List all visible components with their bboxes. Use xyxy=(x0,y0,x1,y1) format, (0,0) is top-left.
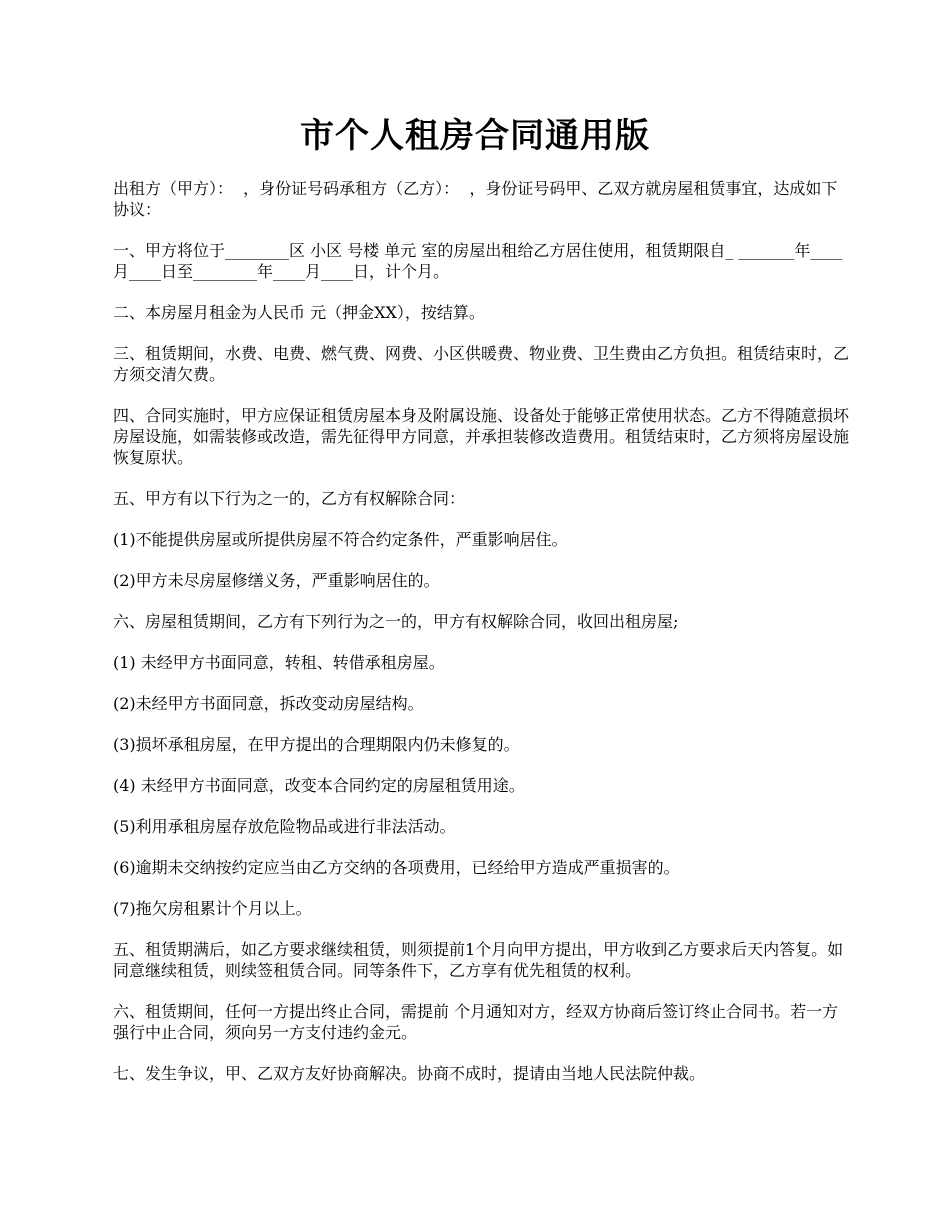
paragraph-clause-1: 一、甲方将位于________区 小区 号楼 单元 室的房屋出租给乙方居住使用，租赁期限自_ _______年____月____日至________年____月____日，计个月。 xyxy=(113,241,843,281)
paragraph-clause-dispute: 七、发生争议，甲、乙双方友好协商解决。协商不成时，提请由当地人民法院仲裁。 xyxy=(113,1064,706,1083)
paragraph-clause-6: 六、房屋租赁期间，乙方有下列行为之一的，甲方有权解除合同，收回出租房屋; xyxy=(113,612,679,631)
paragraph-clause-termination: 六、租赁期间，任何一方提出终止合同，需提前 个月通知对方，经双方协商后签订终止合同书。若一方强行中止合同，须向另一方支付违约金元。 xyxy=(113,1002,839,1042)
paragraph-clause-3: 三、租赁期间，水费、电费、燃气费、网费、小区供暖费、物业费、卫生费由乙方负担。租赁结束时，乙方须交清欠费。 xyxy=(113,344,850,384)
list-item: (2)甲方未尽房屋修缮义务，严重影响居住的。 xyxy=(113,571,440,590)
list-item: (7)拖欠房租累计个月以上。 xyxy=(113,899,312,918)
list-item: (1)不能提供房屋或所提供房屋不符合约定条件，严重影响居住。 xyxy=(113,530,568,549)
list-item: (3)损坏承租房屋，在甲方提出的合理期限内仍未修复的。 xyxy=(113,735,520,754)
paragraph-clause-renewal: 五、租赁期满后，如乙方要求继续租赁，则须提前1个月向甲方提出，甲方收到乙方要求后天内答复。如同意继续租赁，则续签租赁合同。同等条件下，乙方享有优先租赁的权利。 xyxy=(113,940,844,980)
list-item: (2)未经甲方书面同意，拆改变动房屋结构。 xyxy=(113,694,424,713)
paragraph-clause-5: 五、甲方有以下行为之一的，乙方有权解除合同： xyxy=(113,489,466,508)
list-item: (6)逾期未交纳按约定应当由乙方交纳的各项费用，已经给甲方造成严重损害的。 xyxy=(113,858,680,877)
list-item: (1) 未经甲方书面同意，转租、转借承租房屋。 xyxy=(113,653,445,672)
paragraph-clause-2: 二、本房屋月租金为人民币 元（押金XX），按结算。 xyxy=(113,303,485,322)
list-item: (4) 未经甲方书面同意，改变本合同约定的房屋租赁用途。 xyxy=(113,776,525,795)
document-body xyxy=(113,178,853,1104)
list-item: (5)利用承租房屋存放危险物品或进行非法活动。 xyxy=(113,817,456,836)
document-title: 市个人租房合同通用版 xyxy=(300,116,650,156)
paragraph-clause-4: 四、合同实施时，甲方应保证租赁房屋本身及附属设施、设备处于能够正常使用状态。乙方不得随意损坏房屋设施，如需装修或改造，需先征得甲方同意，并承担装修改造费用。租赁结束时，乙方须将房屋设施恢复原状。 xyxy=(113,406,850,467)
paragraph-parties: 出租方（甲方）： ，身份证号码承租方（乙方）： ，身份证号码甲、乙双方就房屋租赁事宜，达成如下协议： xyxy=(113,179,838,219)
